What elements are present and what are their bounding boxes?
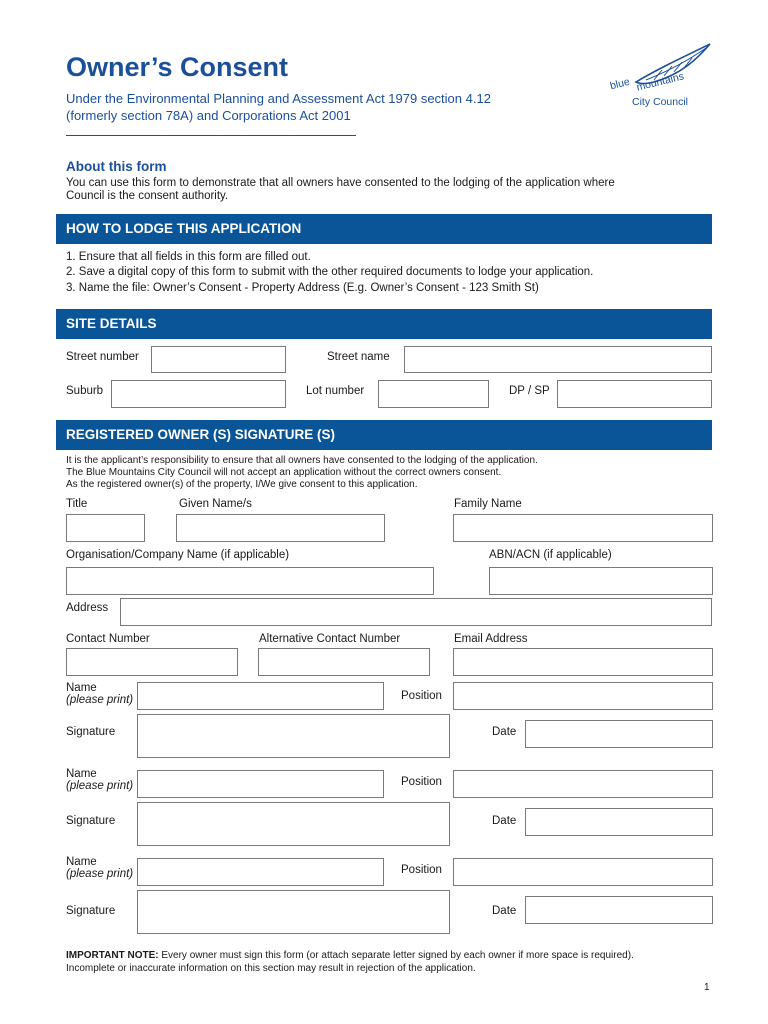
important-note-text-1: Every owner must sign this form (or attach separate letter signed by each owner if more space is required).	[161, 950, 634, 961]
logo-text-blue: blue	[608, 75, 632, 93]
lot-number-label: Lot number	[306, 385, 365, 397]
owner2-name-label: Name	[66, 768, 97, 780]
dp-sp-label: DP / SP	[509, 385, 550, 397]
owner2-please-print: (please print)	[66, 780, 134, 792]
street-number-label: Street number	[66, 351, 139, 363]
page-title: Owner’s Consent	[66, 52, 289, 82]
lodge-section-bar: HOW TO LODGE THIS APPLICATION	[56, 214, 712, 244]
alt-contact-label: Alternative Contact Number	[259, 633, 401, 645]
owner1-position-field[interactable]	[453, 682, 713, 710]
owner3-position-field[interactable]	[453, 858, 713, 886]
lodge-step-3: 3. Name the file: Owner’s Consent - Property Address (E.g. Owner’s Consent - 123 Smith St)	[66, 282, 539, 294]
owner1-date-field[interactable]	[525, 720, 713, 748]
owner2-date-label: Date	[492, 815, 517, 827]
site-section-bar: SITE DETAILS	[56, 309, 712, 339]
organisation-label: Organisation/Company Name (if applicable)	[66, 549, 290, 561]
subtitle-line-1: Under the Environmental Planning and Assessment Act 1979 section 4.12	[66, 91, 491, 106]
owner3-name-label: Name	[66, 856, 97, 868]
important-note-text-2: Incomplete or inaccurate information on this section may result in rejection of the application.	[66, 963, 476, 974]
logo-text-council: City Council	[632, 96, 689, 108]
owner2-signature-label: Signature	[66, 815, 116, 827]
about-text-1: You can use this form to demonstrate that all owners have consented to the lodging of the application where	[66, 177, 615, 189]
abn-label: ABN/ACN (if applicable)	[489, 549, 612, 561]
owner3-position-label: Position	[401, 864, 442, 876]
owners-section-bar: REGISTERED OWNER (S) SIGNATURE (S)	[56, 420, 712, 450]
family-name-field[interactable]	[453, 514, 713, 542]
owner1-please-print: (please print)	[66, 694, 134, 706]
owner2-signature-field[interactable]	[137, 802, 450, 846]
owner2-date-field[interactable]	[525, 808, 713, 836]
owner1-name-label: Name	[66, 682, 97, 694]
logo-text-mountains: mountains	[635, 70, 686, 94]
email-label: Email Address	[454, 633, 528, 645]
owner3-name-field[interactable]	[137, 858, 384, 886]
dp-sp-field[interactable]	[557, 380, 712, 408]
owners-intro-2: The Blue Mountains City Council will not accept an application without the correct owners consent.	[66, 467, 502, 478]
email-field[interactable]	[453, 648, 713, 676]
important-note-line-1	[66, 950, 634, 962]
council-logo	[606, 40, 716, 112]
street-name-label: Street name	[327, 351, 390, 363]
owners-intro-3: As the registered owner(s) of the property, I/We give consent to this application.	[66, 479, 418, 490]
owner3-date-label: Date	[492, 905, 517, 917]
header-divider	[66, 135, 356, 136]
owner2-position-label: Position	[401, 776, 442, 788]
lot-number-field[interactable]	[378, 380, 489, 408]
owners-intro-1: It is the applicant’s responsibility to ensure that all owners have consented to the lodging of the application.	[66, 455, 538, 466]
suburb-field[interactable]	[111, 380, 286, 408]
owner1-date-label: Date	[492, 726, 517, 738]
alt-contact-field[interactable]	[258, 648, 430, 676]
title-label: Title	[66, 498, 88, 510]
owner3-signature-label: Signature	[66, 905, 116, 917]
suburb-label: Suburb	[66, 385, 104, 397]
lodge-step-1: 1. Ensure that all fields in this form are filled out.	[66, 251, 311, 263]
abn-field[interactable]	[489, 567, 713, 595]
important-note-label: IMPORTANT NOTE:	[66, 950, 159, 961]
contact-number-label: Contact Number	[66, 633, 150, 645]
owner2-name-field[interactable]	[137, 770, 384, 798]
street-name-field[interactable]	[404, 346, 712, 373]
family-name-label: Family Name	[454, 498, 522, 510]
organisation-field[interactable]	[66, 567, 434, 595]
owner3-date-field[interactable]	[525, 896, 713, 924]
given-names-label: Given Name/s	[179, 498, 252, 510]
subtitle-line-2: (formerly section 78A) and Corporations Act 2001	[66, 108, 351, 123]
owner1-name-field[interactable]	[137, 682, 384, 710]
given-names-field[interactable]	[176, 514, 385, 542]
about-text-2: Council is the consent authority.	[66, 190, 229, 202]
page-number: 1	[704, 982, 710, 993]
owner1-position-label: Position	[401, 690, 442, 702]
address-field[interactable]	[120, 598, 712, 626]
address-label: Address	[66, 602, 109, 614]
street-number-field[interactable]	[151, 346, 286, 373]
owner2-position-field[interactable]	[453, 770, 713, 798]
owner3-signature-field[interactable]	[137, 890, 450, 934]
lodge-step-2: 2. Save a digital copy of this form to submit with the other required documents to lodge your application.	[66, 266, 594, 278]
owner1-signature-label: Signature	[66, 726, 116, 738]
contact-number-field[interactable]	[66, 648, 238, 676]
owner1-signature-field[interactable]	[137, 714, 450, 758]
title-field[interactable]	[66, 514, 145, 542]
about-heading: About this form	[66, 159, 167, 174]
owner3-please-print: (please print)	[66, 868, 134, 880]
